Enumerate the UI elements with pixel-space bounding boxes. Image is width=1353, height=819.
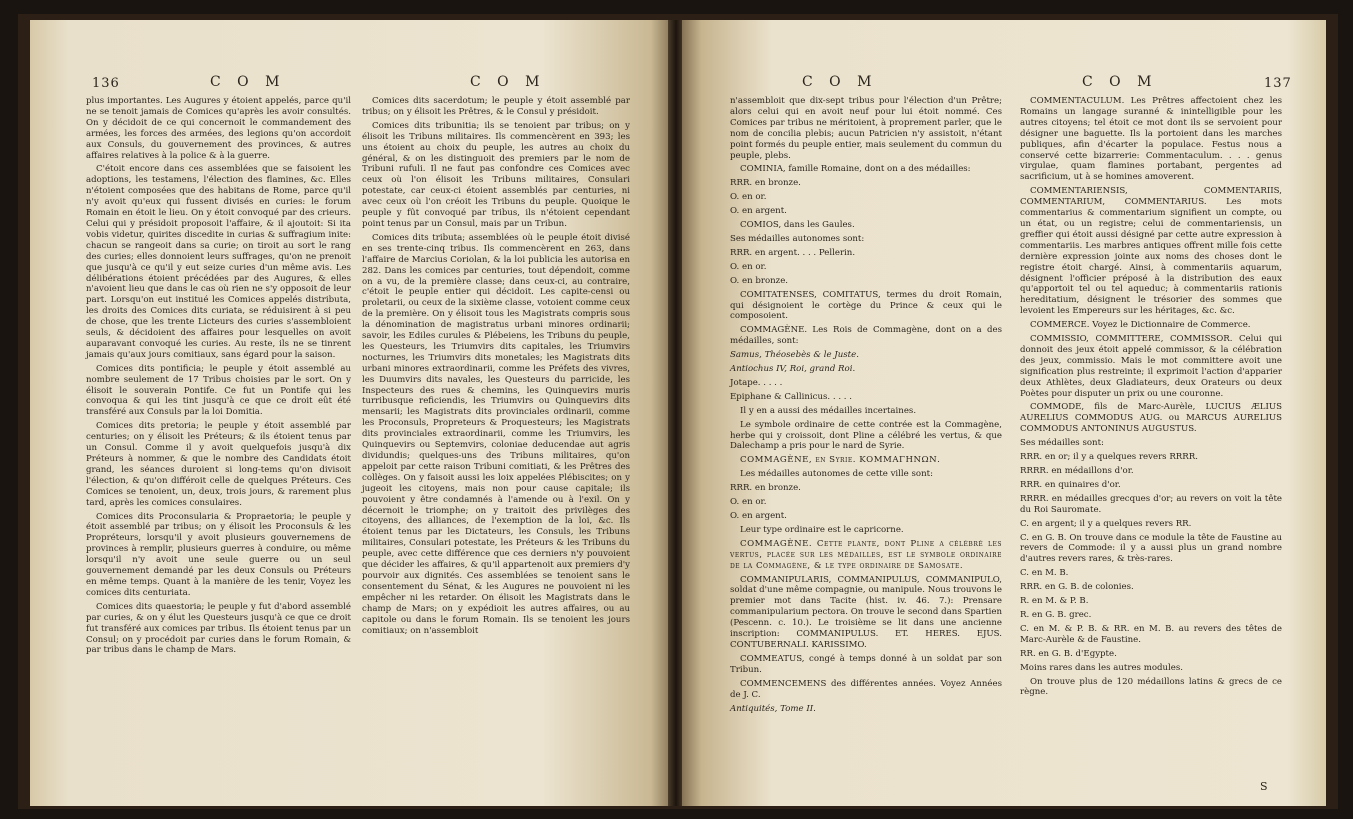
entry-heading: COMMERCE. Voyez le Dictionnaire de Commerce. xyxy=(1030,320,1251,331)
right-page xyxy=(682,20,1326,806)
list-item: Samus, Théosebès & le Juste. xyxy=(730,350,859,361)
list-item: Antiochus IV, Roi, grand Roi. xyxy=(730,364,856,375)
running-head: C O M xyxy=(210,74,286,90)
open-book xyxy=(18,14,1338,809)
list-item: O. en bronze. xyxy=(730,275,789,286)
list-item: C. en M. & P. B. & RR. en M. B. au revers des têtes de Marc-Aurèle & de Faustine. xyxy=(1020,623,1282,645)
paragraph: n'assembloit que dix-sept tribus pour l'élection d'un Prêtre; alors celui qui en avoit neuf pour lui étoit nommé. Ces Comices par tribus ne méritoient, à proprement parler, que le nom de concilia plebis; aucun Patricien n'y assistoit, n'étant point formés du peuple entier, mais seulement du commun du peuple, plebs. xyxy=(730,96,1002,161)
entry-heading: COMIOS, dans les Gaules. xyxy=(740,220,855,231)
paragraph: Comices dits Proconsularia & Propraetoria; le peuple y étoit assemblé par tribus; on y élisoit les Proconsuls & les Propréteurs, lorsqu'il y avoit plusieurs gouvernemens de provinces à remplir, plusieurs guerres à conduire, ou même lorsqu'il n'y avoit une seule guerre ou un seul gouvernement demandé par les deux Consuls ou Préteurs en même temps. Quant à la manière de les tenir, Voyez les comices dits centuriata. xyxy=(86,511,351,598)
list-item: Ses médailles sont: xyxy=(1020,438,1104,449)
list-item: C. en G. B. On trouve dans ce module la tête de Faustine au revers de Commode: il y a aussi plus un grand nombre d'autres revers rares, & très-rares. xyxy=(1020,532,1282,565)
paragraph: Il y en a aussi des médailles incertaines. xyxy=(740,405,917,416)
paragraph: Leur type ordinaire est le capricorne. xyxy=(740,524,904,535)
entry-heading: COMMODE, fils de Marc-Aurèle, LUCIUS ÆLIUS AURELIUS COMMODUS AUG. ou MARCUS AURELIUS COMMODUS ANTONINUS AUGUSTUS. xyxy=(1020,402,1282,435)
list-item: C. en M. B. xyxy=(1020,568,1069,579)
list-item: R. en M. & P. B. xyxy=(1020,596,1089,607)
right-page-header xyxy=(682,64,1326,90)
entry-heading: COMMEATUS, congé à temps donné à un soldat par son Tribun. xyxy=(730,653,1002,675)
list-item: O. en or. xyxy=(730,192,767,203)
list-item: Epiphane & Callinicus. . . . . xyxy=(730,391,852,402)
page-number-right: 137 xyxy=(1264,76,1292,91)
entry-heading: COMMAGÈNE. Les Rois de Commagène, dont on a des médailles, sont: xyxy=(730,325,1002,347)
list-item: O. en or. xyxy=(730,497,767,508)
footer-volume: Antiquités, Tome II. xyxy=(730,703,816,714)
list-item: C. en argent; il y a quelques revers RR. xyxy=(1020,518,1192,529)
list-item: RRR. en bronze. xyxy=(730,483,801,494)
left-page-header xyxy=(30,64,670,90)
entry-heading: COMMENTACULUM. Les Prêtres affectoient chez les Romains un langage suranné & inintelligible pour les autres citoyens; tel étoit ce mot dont ils se servoient pour désigner une baguette. Ils la portoient dans les marches publiques, afin d'écarter la populace. Festus nous a conservé cette bizarrerie: Commentaculum. . . . genus virgulae, quam flamines portabant, pergentes ad sacrificium, ut à se homines amoverent. xyxy=(1020,96,1282,183)
list-item: RRR. en bronze. xyxy=(730,178,801,189)
list-item: Ses médailles autonomes sont: xyxy=(730,233,865,244)
list-item: R. en G. B. grec. xyxy=(1020,609,1092,620)
paragraph: Comices dits tributa; assemblées où le peuple étoit divisé en ses trente-cinq tribus. Ils commencèrent en 263, dans l'affaire de Marcius Coriolan, & la loi publicia les autorisa en 282. Dans les comices par centuries, tout dépendoit, comme on a vu, de la première classe; dans ceux-ci, au contraire, c'étoit le peuple entier qui décidoit. Les capite-censi ou proletarii, ou ceux de la sixième classe, votoient comme ceux de la première. On y élisoit tous les Magistrats compris sous la dénomination de magistratus urbani minores ordinarii; savoir, les Ediles curules & Plébeiens, les Tribuns du peuple, les Questeurs, les Triumvirs dits capitales, les Triumvirs nocturnes, les Triumvirs dits monetales; les Magistrats dits urbani minores extraordinarii, comme les Préfets des vivres, les Duumvirs dits navales, les Questeurs du parricide, les Inspecteurs des rues & chemins, les Quinquevirs muris turribusque reficiendis, les Triumvirs ou Quinquevirs dits mensarii; les Magistrats dits provinciales ordinarii, comme les Proconsuls, Propreteurs & Proquesteurs; les Magistrats dits provinciales extraordinarii, comme les Triumvirs, les Quinquevirs ou Septemvirs, coloniae deducendae aut agris dividundis; quelques-uns des Tribuns militaires, qu'on appeloit par cette raison Tribuni comitiati, & les Prêtres des collèges. On y faisoit aussi les loix appelées Plébiscites; on y jugeoit les citoyens, mais non pour cause capitale; ils pouvoient y être condamnés à l'amende ou à l'exil. On y décernoit le triomphe; on y traitoit des privilèges des citoyens, des alliances, de l'exemption de la loi, &c. Ils étoient tenus par les Dictateurs, les Consuls, les Tribuns militaires, Consulari potestate, les Préteurs & les Tribuns du peuple, avec cette différence que ces derniers n'y pouvoient que décider les affaires, & qu'il appartenoit aux premiers d'y pourvoir aux dignités. Ces assemblées se tenoient sans le consentement du Sénat, & les Augures ne pouvoient ni les empêcher ni les retarder. On élisoit les Magistrats dans le champ de Mars; on y expédioit les autres affaires, ou au capitole ou dans le forum Romain. Ils se tenoient les jours comitiaux; on n'assembloit xyxy=(362,232,630,636)
entry-heading: COMMANIPULARIS, COMMANIPULUS, COMMANIPULO, soldat d'une même compagnie, ou manipule. Nous trouvons le premier mot dans Tacite (hist. iv. 46. 7.): Prensare commanipularium pectora. On trouve le second dans Spartien (Pescenn. c. 10.). Le troisième se lit dans une ancienne inscription: COMMANIPULUS. ET. HERES. EJUS. CONTUBERNALI. KARISSIMO. xyxy=(730,574,1002,650)
paragraph: C'étoit encore dans ces assemblées que se faisoient les adoptions, les testamens, l'élection des flamines, &c. Elles n'étoient composées que des habitans de Rome, parce qu'il n'y avoit qu'eux qui fussent divisés en curies: le forum Romain en étoit le lieu. On y étoit convoqué par des crieurs. Celui qui y présidoit proposoit l'affaire, & il ajoutoit: Si ita vobis videtur, quirites discedite in curias & suffragium inite: chacun se rangeoit dans sa curie; on tiroit au sort le rang des curies; elles donnoient leurs suffrages, qu'on ne prenoit que jusqu'à ce qu'il y eut seize curies d'un même avis. Les délibérations étoient précédées par des Augures, & elles n'avoient lieu que dans le cas où rien ne s'y opposoit de leur part. Lorsqu'on eut institué les Comices appelés distributa, les droits des Comices dits curiata, se réduisirent à si peu de chose, que les trente Licteurs des curies s'assembloient seuls, & décidoient des affaires pour lesquelles on avoit auparavant convoqué les curies. Au reste, ils ne se tinrent jamais qu'aux jours comitiaux, sans égard pour la saison. xyxy=(86,164,351,360)
right-page-column-1 xyxy=(730,96,1002,717)
list-item: O. en argent. xyxy=(730,511,787,521)
running-head: C O M xyxy=(1082,74,1158,90)
paragraph: plus importantes. Les Augures y étoient appelés, parce qu'il ne se tenoit jamais de Comices qu'après les avoir consultés. On y décidoit de ce qui concernoit le commandement des armées, les forces des armées, des legions qu'on accordoit aux Consuls, du gouvernement des provinces, & autres affaires relatives à la police & à la guerre. xyxy=(86,96,351,161)
paragraph: On trouve plus de 120 médaillons latins & grecs de ce règne. xyxy=(1020,676,1282,698)
signature-mark: S xyxy=(1260,780,1268,793)
paragraph: Les médailles autonomes de cette ville sont: xyxy=(740,469,933,480)
entry-heading: COMINIA, famille Romaine, dont on a des médailles: xyxy=(740,164,971,175)
entry-heading: COMMENTARIENSIS, COMMENTARIIS, COMMENTARIUM, COMMENTARIUS. Les mots commentarius & commentarium signifient un compte, ou un état, ou un registre; celui de commentariensis, un greffier qui étoit aussi désigné par cette autre expression à commentariis. Les marbres antiques offrent mille fois cette dernière expression jointe aux noms des choses dont le registre étoit chargé. Ainsi, à commentariis aquarum, désignent l'officier préposé à la distribution des eaux qu'apportoit tel ou tel aqueduc; à commentariis rationis hereditatium, désignent le trésorier des sommes que levoient les Empereurs sur les héritages, &c. &c. xyxy=(1020,186,1282,317)
list-item: RRR. en argent. . . . Pellerin. xyxy=(730,247,856,258)
paragraph: Comices dits tribunitia; ils se tenoient par tribus; on y élisoit les Tribuns militaires. Ils commencèrent en 393; les uns étoient au choix du peuple, les autres au choix du général, & on les distinguoit des premiers par le nom de Tribuni rufuli. Il ne faut pas confondre ces Comices avec ceux où l'on élisoit les Tribuns militaires, Consulari potestate, car ceux-ci étoient assemblés par centuries, ni avec ceux où l'on créoit les Tribuns du peuple. Quoique le peuple y fût convoqué par tribus, ils n'étoient cependant point tenus par un Consul, mais par un Tribun. xyxy=(362,120,630,229)
entry-heading: COMMAGÈNE. Cette plante, dont Pline a célébré les vertus, placée sur les médailles, est le symbole ordinaire de la Commagène, & le type ordinaire de Samosate. xyxy=(730,538,1002,571)
list-item: O. en argent. xyxy=(730,206,787,217)
entry-heading: COMMENCEMENS des différentes années. Voyez Années de J. C. xyxy=(730,678,1002,700)
list-item: RRR. en quinaires d'or. xyxy=(1020,479,1121,490)
list-item: Moins rares dans les autres modules. xyxy=(1020,662,1184,673)
running-head: C O M xyxy=(802,74,878,90)
left-page xyxy=(30,20,670,806)
entry-heading: COMMISSIO, COMMITTERE, COMMISSOR. Celui qui donnoit des jeux étoit appelé commissor, & la célébration des jeux, commissio. Mais le mot committere avoit une signification plus restreinte; il exprimoit l'action d'apparier deux Athlètes, deux Gladiateurs, deux Orateurs ou deux Poètes pour disputer un prix ou une couronne. xyxy=(1020,334,1282,399)
list-item: RRR. en or; il y a quelques revers RRRR. xyxy=(1020,452,1198,463)
paragraph: Comices dits quaestoria; le peuple y fut d'abord assemblé par curies, & on y élut les Questeurs jusqu'à ce que ce droit fut transféré aux comices par tribus. Ils étoient tenus par un Consul; on y procédoit par curies dans le forum Romain, & par tribus dans le champ de Mars. xyxy=(86,601,351,656)
paragraph: Comices dits sacerdotum; le peuple y étoit assemblé par tribus; on y élisoit les Prêtres, & le Consul y présidoit. xyxy=(362,96,630,117)
paragraph: Comices dits pontificia; le peuple y étoit assemblé au nombre seulement de 17 Tribus choisies par le sort. On y élisoit le souverain Pontife. Ce fut un Pontife qui les convoqua & qui les tint jusqu'à ce que ce droit eût été transféré aux Consuls par la loi Domitia. xyxy=(86,363,351,418)
left-page-column-2 xyxy=(362,96,630,639)
paragraph: Comices dits pretoria; le peuple y étoit assemblé par centuries; on y élisoit les Préteurs; & ils étoient tenus par un Consul. Comme il y avoit quelquefois jusqu'à dix Préteurs à nommer, & que le nombre des Candidats étoit grand, les séances duroient si long-tems qu'on divisoit l'élection, & qu'on différoit celle de quelques Préteurs. Ces Comices se tenoient, un, deux, trois jours, & rarement plus tard, après les comices consulaires. xyxy=(86,421,351,508)
list-item: Jotape. . . . . xyxy=(730,377,783,388)
list-item: RRR. en G. B. de colonies. xyxy=(1020,582,1134,593)
left-page-column-1 xyxy=(86,96,351,659)
paragraph: Le symbole ordinaire de cette contrée est la Commagène, herbe qui y croissoit, dont Pline a célébré les vertus, & que Dalechamp a pris pour le nard de Syrie. xyxy=(730,419,1002,452)
right-page-column-2 xyxy=(1020,96,1282,701)
running-head: C O M xyxy=(470,74,546,90)
list-item: O. en or. xyxy=(730,261,767,272)
list-item: RR. en G. B. d'Egypte. xyxy=(1020,648,1117,659)
entry-heading: COMITATENSES, COMITATUS, termes du droit Romain, qui désignoient le cortège du Prince & ceux qui le composoient. xyxy=(730,289,1002,322)
entry-heading: COMMAGÈNE, en Syrie. ΚΟΜΜΑΓΗΝΩΝ. xyxy=(740,455,941,466)
list-item: RRRR. en médailles grecques d'or; au revers on voit la tête du Roi Sauromate. xyxy=(1020,493,1282,515)
list-item: RRRR. en médaillons d'or. xyxy=(1020,466,1134,476)
page-number-left: 136 xyxy=(92,76,120,91)
